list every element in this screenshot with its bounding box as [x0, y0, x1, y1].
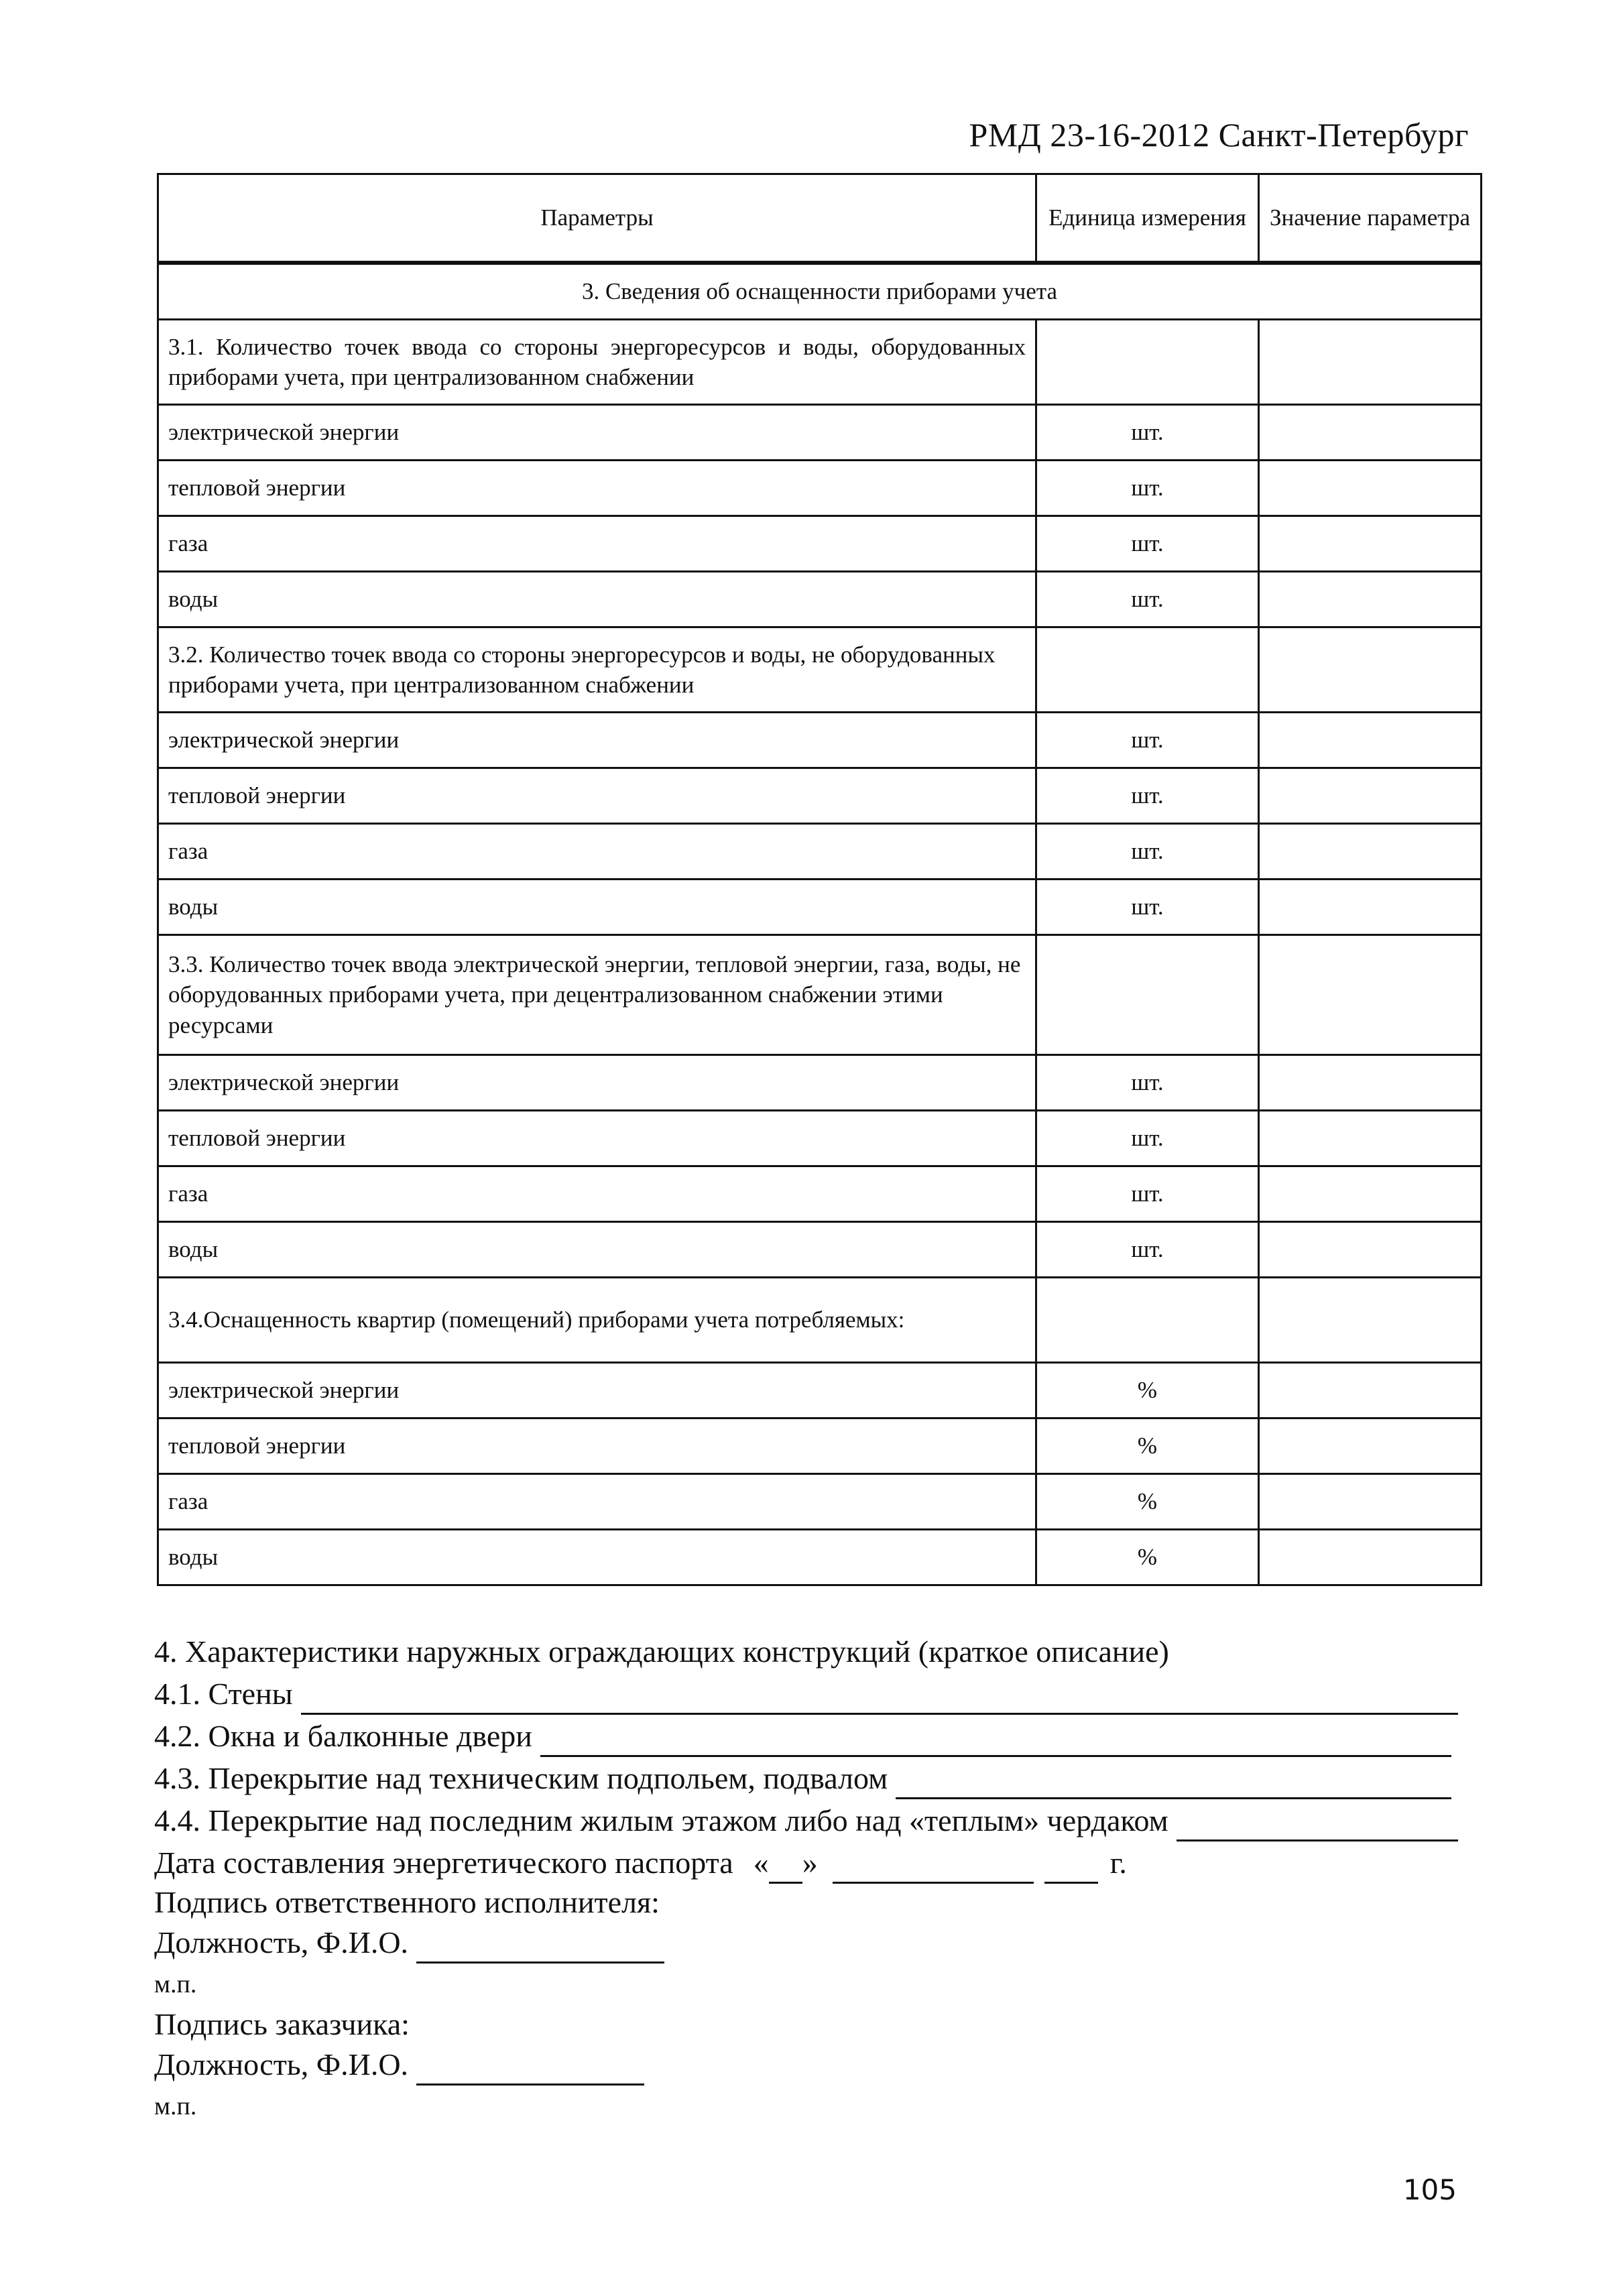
group-value-cell — [1259, 320, 1482, 405]
value-cell[interactable] — [1259, 1111, 1482, 1166]
table-row — [158, 1222, 1482, 1278]
unit-cell: шт. — [1036, 1055, 1259, 1111]
date-quote-close: » — [802, 1846, 818, 1880]
table-row — [158, 1363, 1482, 1418]
walls-field[interactable] — [301, 1682, 1458, 1715]
unit-cell: шт. — [1036, 405, 1259, 461]
resource-name: газа — [158, 516, 1036, 572]
table-row — [158, 1166, 1482, 1222]
resource-name: воды — [158, 572, 1036, 627]
walls-label: 4.1. Стены — [154, 1677, 293, 1711]
group-unit-cell — [1036, 320, 1259, 405]
value-cell[interactable] — [1259, 1166, 1482, 1222]
customer-position-field[interactable] — [416, 2053, 644, 2086]
resource-name: тепловой энергии — [158, 768, 1036, 824]
unit-cell: шт. — [1036, 516, 1259, 572]
value-cell[interactable] — [1259, 768, 1482, 824]
windows-field[interactable] — [540, 1724, 1451, 1757]
group-title: 3.4.Оснащенность квартир (помещений) приборами учета потребляемых: — [158, 1278, 1036, 1363]
group-unit-cell — [1036, 1278, 1259, 1363]
group-unit-cell — [1036, 627, 1259, 713]
unit-cell: шт. — [1036, 461, 1259, 516]
executor-position-label: Должность, Ф.И.О. — [154, 1925, 409, 1959]
table-row — [158, 516, 1482, 572]
document-code-header: РМД 23-16-2012 Санкт-Петербург — [969, 116, 1469, 154]
date-year-suffix: г. — [1109, 1846, 1127, 1880]
table-header-row — [158, 174, 1482, 263]
resource-name: газа — [158, 824, 1036, 880]
unit-cell: шт. — [1036, 824, 1259, 880]
windows-line — [154, 1715, 1488, 1757]
resource-name: тепловой энергии — [158, 1111, 1036, 1166]
parameters-table — [157, 173, 1482, 1586]
section-4-title: 4. Характеристики наружных ограждающих конструкций (краткое описание) — [154, 1634, 1169, 1669]
value-cell[interactable] — [1259, 1055, 1482, 1111]
value-cell[interactable] — [1259, 1222, 1482, 1278]
top-floor-label: 4.4. Перекрытие над последним жилым этажом либо над «теплым» чердаком — [154, 1803, 1168, 1837]
table-row — [158, 880, 1482, 935]
windows-label: 4.2. Окна и балконные двери — [154, 1719, 532, 1753]
unit-cell: шт. — [1036, 1166, 1259, 1222]
date-quote-open: « — [753, 1846, 769, 1880]
customer-label: Подпись заказчика: — [154, 2007, 410, 2041]
table-row — [158, 405, 1482, 461]
resource-name: газа — [158, 1166, 1036, 1222]
table-row — [158, 1474, 1482, 1530]
top-floor-field[interactable] — [1177, 1809, 1458, 1841]
table-row — [158, 1055, 1482, 1111]
value-cell[interactable] — [1259, 572, 1482, 627]
table-row — [158, 713, 1482, 768]
value-cell[interactable] — [1259, 1474, 1482, 1530]
group-value-cell — [1259, 1278, 1482, 1363]
unit-cell: % — [1036, 1530, 1259, 1585]
executor-position-line — [154, 1921, 1488, 1963]
value-cell[interactable] — [1259, 405, 1482, 461]
value-cell[interactable] — [1259, 1418, 1482, 1474]
customer-position-label: Должность, Ф.И.О. — [154, 2047, 409, 2081]
resource-name: газа — [158, 1474, 1036, 1530]
walls-line — [154, 1673, 1488, 1715]
resource-name: тепловой энергии — [158, 1418, 1036, 1474]
section-4-block — [154, 1630, 1488, 2128]
unit-cell: шт. — [1036, 1111, 1259, 1166]
resource-name: электрической энергии — [158, 1363, 1036, 1418]
executor-label: Подпись ответственного исполнителя: — [154, 1885, 660, 1919]
column-header-parameters: Параметры — [158, 174, 1036, 263]
resource-name: воды — [158, 1530, 1036, 1585]
column-header-unit: Единица измерения — [1036, 174, 1259, 263]
unit-cell: шт. — [1036, 572, 1259, 627]
value-cell[interactable] — [1259, 1363, 1482, 1418]
value-cell[interactable] — [1259, 516, 1482, 572]
executor-stamp: м.п. — [154, 1970, 197, 1998]
table-row — [158, 1530, 1482, 1585]
basement-field[interactable] — [896, 1766, 1451, 1799]
date-day-field[interactable] — [769, 1851, 802, 1884]
unit-cell: шт. — [1036, 880, 1259, 935]
group-title: 3.2. Количество точек ввода со стороны энергоресурсов и воды, не оборудованных приборами учета, при централизованном снабжении — [158, 627, 1036, 713]
date-line — [154, 1841, 1488, 1884]
table-row — [158, 461, 1482, 516]
section-row — [158, 263, 1482, 320]
resource-name: электрической энергии — [158, 405, 1036, 461]
group-title: 3.1. Количество точек ввода со стороны энергоресурсов и воды, оборудованных приборами учета, при централизованном снабжении — [158, 320, 1036, 405]
value-cell[interactable] — [1259, 713, 1482, 768]
table-row — [158, 768, 1482, 824]
table-row — [158, 824, 1482, 880]
unit-cell: шт. — [1036, 713, 1259, 768]
customer-stamp: м.п. — [154, 2092, 197, 2120]
value-cell[interactable] — [1259, 824, 1482, 880]
unit-cell: % — [1036, 1418, 1259, 1474]
group-row — [158, 935, 1482, 1055]
date-label: Дата составления энергетического паспорта — [154, 1846, 733, 1880]
section-title: 3. Сведения об оснащенности приборами учета — [158, 263, 1482, 320]
unit-cell: % — [1036, 1474, 1259, 1530]
table-row — [158, 1111, 1482, 1166]
resource-name: электрической энергии — [158, 713, 1036, 768]
group-row — [158, 627, 1482, 713]
column-header-value: Значение параметра — [1259, 174, 1482, 263]
group-value-cell — [1259, 935, 1482, 1055]
date-year-field[interactable] — [1044, 1851, 1098, 1884]
value-cell[interactable] — [1259, 461, 1482, 516]
unit-cell: шт. — [1036, 1222, 1259, 1278]
table-row — [158, 572, 1482, 627]
customer-position-line — [154, 2043, 1488, 2086]
group-row — [158, 320, 1482, 405]
basement-line — [154, 1757, 1488, 1799]
table-row — [158, 1418, 1482, 1474]
unit-cell: шт. — [1036, 768, 1259, 824]
unit-cell: % — [1036, 1363, 1259, 1418]
value-cell[interactable] — [1259, 880, 1482, 935]
resource-name: электрической энергии — [158, 1055, 1036, 1111]
group-title: 3.3. Количество точек ввода электрической энергии, тепловой энергии, газа, воды, не оборудованных приборами учета, при децентрализованном снабжении этими ресурсами — [158, 935, 1036, 1055]
basement-label: 4.3. Перекрытие над техническим подпольем, подвалом — [154, 1761, 888, 1795]
group-row — [158, 1278, 1482, 1363]
resource-name: воды — [158, 1222, 1036, 1278]
resource-name: воды — [158, 880, 1036, 935]
value-cell[interactable] — [1259, 1530, 1482, 1585]
group-unit-cell — [1036, 935, 1259, 1055]
resource-name: тепловой энергии — [158, 461, 1036, 516]
top-floor-line — [154, 1799, 1488, 1841]
date-month-field[interactable] — [833, 1851, 1034, 1884]
page-number: 105 — [1402, 2173, 1457, 2206]
group-value-cell — [1259, 627, 1482, 713]
executor-position-field[interactable] — [416, 1931, 664, 1963]
